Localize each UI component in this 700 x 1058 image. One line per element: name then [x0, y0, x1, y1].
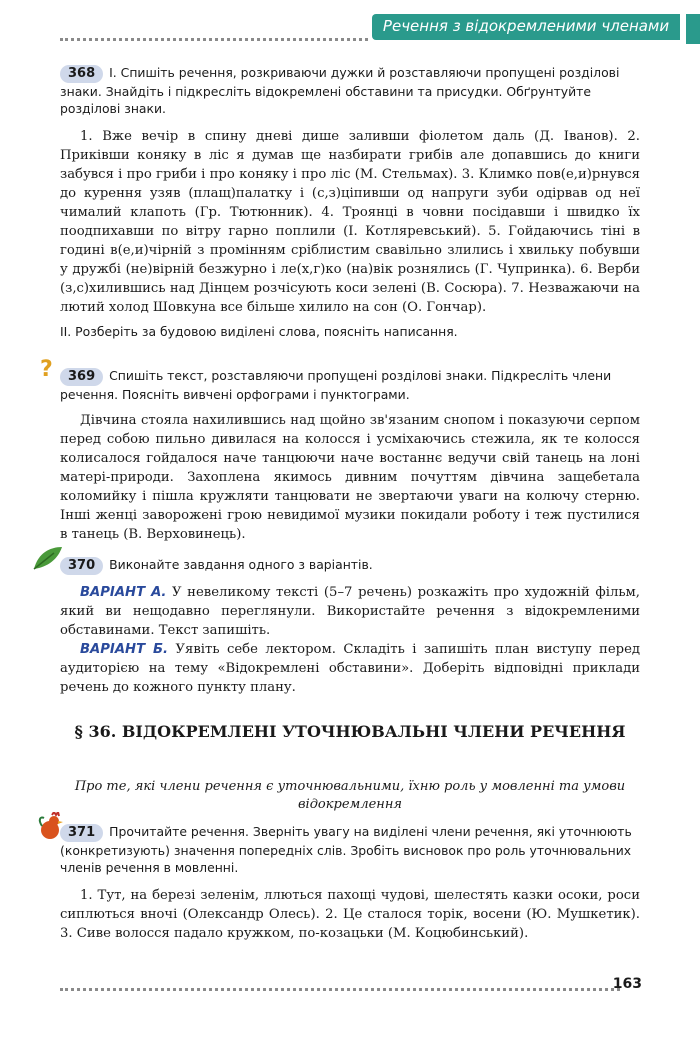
section-subtitle: Про те, які члени речення є уточнювальними, їхню роль у мовленні та умови відокремлення: [74, 779, 626, 812]
svg-text:?: ?: [40, 357, 53, 380]
header-side-tab: [686, 14, 700, 44]
exercise-370-variant-a: ВАРІАНТ А. У невеликому тексті (5–7 речень) розкажіть про художній фільм, який ви нещодавно переглянули. Використайте речення з відокремленими обставинами. Текст запишіть.: [60, 585, 640, 638]
exercise-370-instruction: 370 Виконайте завдання одного з варіантів.: [60, 556, 640, 575]
page-number: 163: [612, 976, 642, 992]
exercise-368-text: 1. Вже вечір в спину дневі дише заливши фіолетом даль (Д. Іванов). 2. Приківши коняку в ліс я думав ще назбирати грибів але допавшись до книги забувся і про гриби і про коняку і про ліс (М. Стельмах). 3. Климко пов(е,и)рнувся до курення узяв (плащ)палатку і (с,з)ціпивши од напруги зуби одірвав од неї чималий клапоть (Гр. Тютюнник). 4. Троянці в човни посідавши і швидко їх поодпихавши по вітру гарно поплили (І. Котляревський). 5. Гойдаючись тіні в годині в(е,и)чірній з промінням сріблистим свавільно злились і хвильку побувши у дружбі (не)вірній безжурно і ле(х,г)ко (на)вік рознялись (Г. Чупринка). 6. Верби (з,с)хилившись над Дінцем розчісують коси зелені (В. Сосюра). 7. Незважаючи на лютий холод Шовкуна все більше хилило на сон (О. Гончар).: [60, 129, 640, 315]
exercise-number: 371: [60, 824, 103, 842]
exercise-number: 368: [60, 65, 103, 83]
running-header: Речення з відокремленими членами: [382, 17, 670, 35]
exercise-number: 370: [60, 557, 103, 575]
section-title: § 36. ВІДОКРЕМЛЕНІ УТОЧНЮВАЛЬНІ ЧЛЕНИ РЕЧЕННЯ: [74, 722, 626, 741]
exercise-368-instruction-2: ІІ. Розберіть за будовою виділені слова, поясніть написання.: [60, 324, 458, 339]
exercise-369: [60, 367, 640, 544]
variant-b-label: ВАРІАНТ Б.: [80, 642, 169, 657]
exercise-number: 369: [60, 368, 103, 386]
exercise-368-instruction: 368 І. Спишіть речення, розкриваючи дужки й розставляючи пропущені розділові знаки. Знайдіть і підкресліть відокремлені обставини та присудки. Обґрунтуйте розділові знаки.: [60, 65, 620, 116]
variant-a-label: ВАРІАНТ А.: [80, 585, 167, 600]
exercise-370-variant-b: ВАРІАНТ Б. Уявіть себе лектором. Складіть і запишіть план виступу перед аудиторією на тему «Відокремлені обставини». Доберіть відповідні приклади речень до кожного пункту плану.: [60, 642, 640, 695]
exercise-369-text: Дівчина стояла нахилившись над щойно зв'язаним снопом і показуючи серпом перед собою пильно дивилася на колосся і усміхаючись стежила, як те колосся колисалося гойдалося наче танцюючи наче востаннє ведучи свій танець на лоні матері-природи. Захоплена якимось дивним почуттям дівчина защебетала коломийку і пішла кружляти танцювати не звертаючи уваги на колючу стерню. Інші женці заворожені грою невидимої музики покидали роботу і теж пустилися в танець (В. Верховинець).: [60, 413, 640, 542]
top-dotted-rule: [60, 38, 368, 41]
header-band: [372, 14, 680, 40]
exercise-370: [60, 556, 640, 697]
bottom-dotted-rule: [60, 988, 620, 991]
question-mark-icon: [38, 356, 60, 380]
exercise-371-instruction: 371 Прочитайте речення. Зверніть увагу на виділені члени речення, які уточнюють (конкретизують) значення попередніх слів. Зробіть висновок про роль уточнювальних членів речення в мовленні.: [60, 824, 632, 875]
exercise-368: [60, 64, 640, 340]
exercise-371-text: 1. Тут, на березі зеленім, ллються пахощі чудові, шелестять казки осоки, роси сиплються вночі (Олександр Олесь). 2. Це сталося торік, восени (Ю. Мушкетик). 3. Сиве волосся падало кружком, по-козацьки (М. Коцюбинський).: [60, 888, 640, 941]
exercise-369-instruction: 369 Спишіть текст, розставляючи пропущені розділові знаки. Підкресліть члени речення. Поясніть вивчені орфограми і пунктограми.: [60, 368, 612, 402]
exercise-371: [60, 823, 640, 943]
